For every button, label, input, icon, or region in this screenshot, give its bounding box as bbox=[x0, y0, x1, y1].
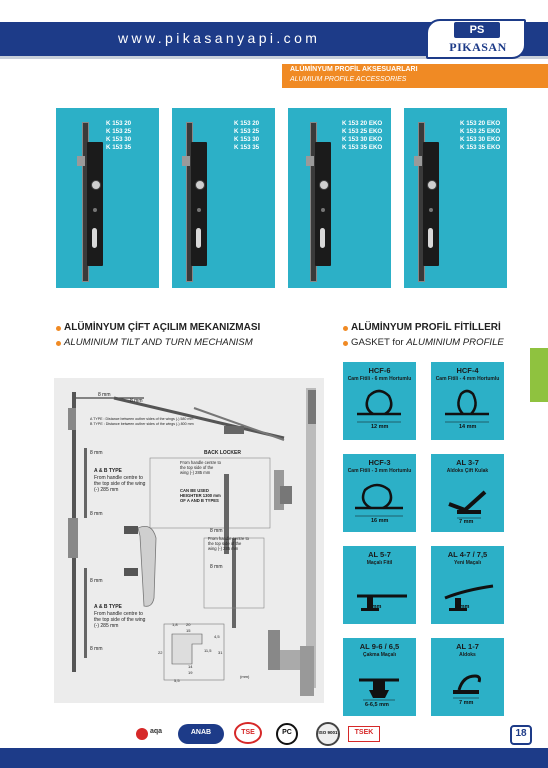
gasket-code: AL 3-7 bbox=[456, 458, 479, 467]
gasket-dim: 7 mm bbox=[455, 604, 470, 610]
section-dim: 11,5 bbox=[204, 648, 212, 653]
mechanism-diagram bbox=[54, 378, 324, 703]
lock-cylinder-hole bbox=[320, 228, 325, 248]
anab-logo bbox=[178, 722, 226, 746]
dim-8mm-label: 8 mm bbox=[210, 564, 223, 570]
lock-latch bbox=[414, 156, 422, 166]
logo-mark: PS bbox=[454, 22, 500, 38]
gasket-desc: Cam Fitili - 4 mm Hortumlu bbox=[435, 376, 500, 382]
gasket-dim: 16 mm bbox=[371, 518, 389, 524]
handle-note-1: From handle centre to the top side of the wing (-) 285 mm bbox=[180, 460, 221, 475]
corner-bracket bbox=[68, 408, 76, 430]
handle-shape bbox=[138, 526, 156, 606]
cert-label: PC bbox=[282, 729, 292, 736]
lock-code: K 153 30 EKO bbox=[460, 136, 501, 143]
lock-screw bbox=[429, 208, 433, 212]
section-unit: (mm) bbox=[240, 674, 250, 679]
category-title-tr: ALÜMİNYUM PROFİL AKSESUARLARI bbox=[290, 66, 418, 73]
gasket-profile-drawing bbox=[343, 546, 416, 624]
lock-code: K 153 25 EKO bbox=[342, 128, 383, 135]
lock-spindle bbox=[195, 180, 205, 190]
locker-part-2 bbox=[280, 486, 292, 504]
ab-type-title: A & B TYPE bbox=[94, 468, 122, 474]
back-locker-label: BACK LOCKER bbox=[204, 450, 241, 456]
gasket-code: AL 4-7 / 7,5 bbox=[447, 550, 488, 559]
handle-screws-2 bbox=[124, 568, 138, 576]
lock-code: K 153 25 bbox=[234, 128, 260, 135]
lock-latch bbox=[182, 156, 190, 166]
gasket-code: AL 5-7 bbox=[368, 550, 391, 559]
gasket-dim: 14 mm bbox=[459, 424, 477, 430]
ab-type-title: A & B TYPE bbox=[94, 604, 122, 610]
gasket-card bbox=[343, 362, 416, 440]
lock-code: K 153 30 bbox=[234, 136, 260, 143]
lock-codes bbox=[460, 120, 500, 152]
gasket-card bbox=[343, 638, 416, 716]
logo-text: PIKASAN bbox=[449, 40, 507, 54]
right-bracket bbox=[308, 390, 316, 424]
lock-spindle bbox=[427, 180, 437, 190]
mechanism-title-tr: ALÜMİNYUM ÇİFT AÇILIM MEKANIZMASI bbox=[64, 322, 261, 333]
section-dim: 15 bbox=[186, 628, 191, 633]
section-dim: 5,5 bbox=[174, 678, 180, 683]
profile-shape bbox=[172, 634, 202, 664]
arm-joint bbox=[224, 426, 244, 434]
lock-code: K 153 20 EKO bbox=[460, 120, 501, 127]
lock-codes bbox=[234, 120, 259, 152]
section-dim: 31 bbox=[218, 650, 223, 655]
bottom-part-2 bbox=[280, 650, 300, 670]
pc-logo bbox=[274, 722, 304, 746]
gasket-dim: 7 mm bbox=[459, 519, 474, 525]
lock-codes bbox=[342, 120, 382, 152]
page-number: 18 bbox=[515, 728, 527, 739]
lock-code: K 153 20 EKO bbox=[342, 120, 383, 127]
aqa-logo bbox=[136, 722, 174, 746]
gasket-desc: Çakma Maçalı bbox=[362, 652, 397, 658]
section-dim: 20 bbox=[186, 622, 191, 627]
dim-8mm-label: 8 mm bbox=[90, 450, 103, 456]
lock-cylinder-hole bbox=[196, 228, 201, 248]
gasket-code: HCF-3 bbox=[368, 458, 391, 467]
section-dim: 22 bbox=[158, 650, 163, 655]
gasket-card bbox=[343, 546, 416, 624]
lock-panel-2 bbox=[172, 108, 275, 288]
lock-code: K 153 25 bbox=[106, 128, 132, 135]
lock-code: K 153 35 EKO bbox=[460, 144, 501, 151]
website-url[interactable]: www.pikasanyapi.com bbox=[118, 30, 321, 46]
lock-code: K 153 20 bbox=[234, 120, 260, 127]
left-rod-1 bbox=[84, 448, 87, 518]
iso-logo bbox=[314, 722, 346, 746]
lock-code: K 153 25 EKO bbox=[460, 128, 501, 135]
lock-code: K 153 35 bbox=[234, 144, 260, 151]
lock-code: K 153 30 bbox=[106, 136, 132, 143]
gasket-title-tr: ALÜMİNYUM PROFİL FİTİLLERİ bbox=[351, 322, 501, 333]
bottom-part bbox=[268, 630, 280, 670]
type-b-note: B TYPE : Distance between outher sides of the wings (-) 800 mm bbox=[90, 422, 194, 426]
left-rod-2 bbox=[84, 568, 87, 658]
mechanism-drawing bbox=[54, 378, 324, 703]
right-rail bbox=[306, 388, 316, 688]
lock-screw bbox=[197, 208, 201, 212]
gasket-desc: Cam Fitili - 6 mm Hortumlu bbox=[347, 376, 412, 382]
ab-type-text: From handle centre to the top side of the wing (-) 285 mm bbox=[94, 611, 146, 629]
bullet-icon bbox=[56, 341, 61, 346]
gasket-desc: Maçalı Fitil bbox=[366, 560, 393, 566]
bottom-part-3 bbox=[300, 646, 314, 696]
gasket-dim: 12 mm bbox=[371, 424, 389, 430]
dim-8mm-label: 8 mm bbox=[90, 578, 103, 584]
gasket-code: AL 1-7 bbox=[456, 642, 479, 651]
gasket-desc: Yeni Maçalı bbox=[454, 560, 481, 566]
lock-codes bbox=[106, 120, 131, 152]
mechanism-title-en: ALUMINIUM TILT AND TURN MECHANISM bbox=[64, 337, 253, 348]
tsek-logo bbox=[348, 722, 382, 746]
section-dim: 4,5 bbox=[214, 634, 220, 639]
cert-label: ANAB bbox=[190, 729, 212, 736]
gasket-code: HCF-6 bbox=[368, 366, 391, 375]
dim-8mm-label: 8 mm bbox=[90, 646, 103, 652]
tse-logo bbox=[230, 722, 270, 746]
lock-latch bbox=[306, 156, 314, 166]
cert-label: TSE bbox=[241, 729, 255, 736]
gasket-title-en bbox=[351, 337, 504, 348]
footer-bar bbox=[0, 748, 548, 768]
gasket-dim: 7 mm bbox=[367, 604, 382, 610]
dim-8mm-label: 8 mm bbox=[210, 528, 223, 534]
section-dim: 1,8 bbox=[172, 622, 178, 627]
gasket-dim: 6-6,5 mm bbox=[365, 702, 389, 708]
gasket-desc: Aldoks Çift Kulak bbox=[446, 468, 489, 474]
lock-code: K 153 35 EKO bbox=[342, 144, 383, 151]
lock-cylinder-hole bbox=[92, 228, 97, 248]
cert-label: aqa bbox=[150, 728, 163, 735]
lock-panel-3 bbox=[288, 108, 391, 288]
handle-screws bbox=[124, 526, 138, 534]
lock-code: K 153 35 bbox=[106, 144, 132, 151]
gasket-card bbox=[431, 638, 504, 716]
lock-screw bbox=[321, 208, 325, 212]
lock-spindle bbox=[319, 180, 329, 190]
dim-8mm-label: 8 mm bbox=[90, 511, 103, 517]
type-a-note: A TYPE : Distance between outher sides of the wings (-) 580 mm bbox=[90, 417, 194, 421]
gasket-card bbox=[431, 546, 504, 624]
bullet-icon bbox=[343, 326, 348, 331]
lock-code: K 153 30 EKO bbox=[342, 136, 383, 143]
lock-code: K 153 20 bbox=[106, 120, 132, 127]
section-dim: 14 bbox=[188, 664, 193, 669]
lock-screw bbox=[93, 208, 97, 212]
center-rod bbox=[232, 538, 236, 628]
dim-8mm-label: 8 mm bbox=[130, 398, 143, 404]
dim-8mm-label: 8 mm bbox=[98, 392, 111, 398]
can-be-used-note: CAN BE USED HEIGHTER 1300 mm OF A AND B TYPES bbox=[180, 488, 221, 503]
gasket-card bbox=[343, 454, 416, 532]
lock-cylinder-hole bbox=[428, 228, 433, 248]
left-bracket bbox=[68, 518, 78, 558]
ab-type-text: From handle centre to the top side of the wing (-) 285 mm bbox=[94, 475, 146, 493]
bullet-icon bbox=[56, 326, 61, 331]
section-dim: 19 bbox=[188, 670, 193, 675]
lock-latch bbox=[77, 156, 85, 166]
gasket-desc: Cam Fitili - 3 mm Hortumlu bbox=[347, 468, 412, 474]
lock-panel-1 bbox=[56, 108, 159, 288]
side-tab bbox=[530, 348, 548, 402]
gasket-card bbox=[431, 454, 504, 532]
handle-note-2: From handle centre to the top side of the wing (-) 285 mm bbox=[208, 536, 249, 551]
gasket-card bbox=[431, 362, 504, 440]
lock-panel-4 bbox=[404, 108, 507, 288]
bullet-icon bbox=[343, 341, 348, 346]
category-title-en: ALUMIUM PROFILE ACCESSORIES bbox=[290, 76, 407, 83]
gasket-code: HCF-4 bbox=[456, 366, 479, 375]
gasket-dim: 7 mm bbox=[459, 700, 474, 706]
gasket-title-en-prefix: GASKET for bbox=[351, 337, 404, 348]
gasket-code: AL 9-6 / 6,5 bbox=[359, 642, 400, 651]
gasket-desc: Aldoks bbox=[459, 652, 476, 658]
gasket-title-en-suffix: ALUMINIUM PROFILE bbox=[406, 337, 504, 348]
lock-spindle bbox=[91, 180, 101, 190]
gasket-profile-drawing bbox=[431, 546, 504, 624]
cert-label: TSEK bbox=[354, 729, 374, 736]
cert-label: ISO 9001 bbox=[318, 730, 338, 735]
